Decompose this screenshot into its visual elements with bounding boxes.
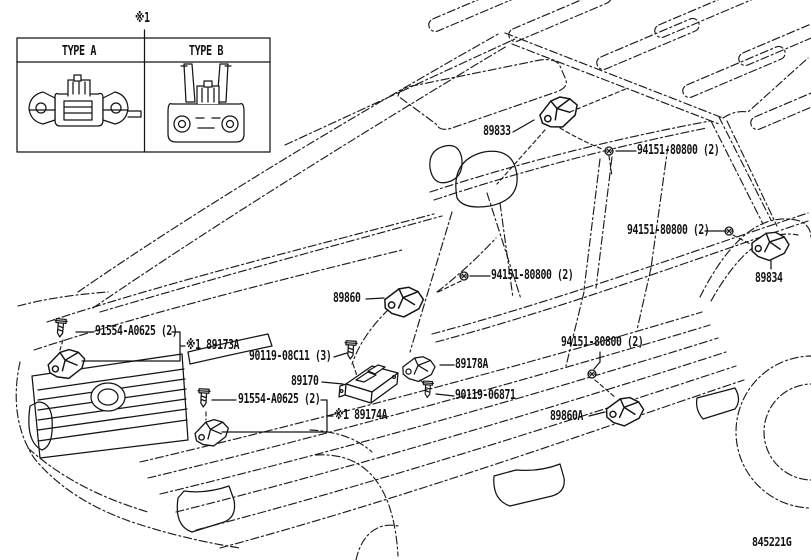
part-label-91554-center: 91554-A0625 (2) [238,392,321,407]
sensor-89860a-glyph [605,395,645,427]
vehicle-body-lines [16,0,811,560]
screw-90119-06871-glyph [422,381,434,398]
part-label-89178a: 89178A [455,357,488,372]
part-label-89833: 89833 [483,124,511,139]
part-label-89834: 89834 [755,271,783,286]
nut-94151-door-glyph [460,272,468,280]
sensor-89860-glyph [383,285,424,318]
part-label-89173a: ※1 89173A [186,338,240,353]
part-label-90119-08c11: 90119-08C11 (3) [249,349,332,364]
part-label-89170: 89170 [291,374,319,389]
screw-91554-left-glyph [54,318,68,337]
sensor-89178a-glyph [402,355,436,383]
part-label-89860: 89860 [333,291,361,306]
part-label-94151-roof: 94151-80800 (2) [637,143,720,158]
figure-code: 845221G [752,534,792,549]
screw-91554-center-glyph [197,389,210,408]
type-b-sensor-art [168,64,244,142]
part-label-94151-pillar: 94151-80800 (2) [627,223,710,238]
legend-note-marker: ※1 [135,11,150,26]
part-label-94151-rocker: 94151-80800 (2) [561,335,644,350]
part-label-89860a: 89860A [550,409,583,424]
nut-94151-roof-glyph [605,147,613,155]
part-label-91554-left: 91554-A0625 (2) [95,324,178,339]
sensor-89174a-glyph [194,419,229,448]
nut-94151-pillar-glyph [725,227,733,235]
legend-type-a-header: TYPE A [61,44,97,59]
legend-box-art [17,30,270,152]
legend-type-b-header: TYPE B [188,44,224,59]
nut-94151-rocker-glyph [588,370,596,378]
sensor-89173a-glyph [47,348,86,379]
ecu-89170-glyph [339,365,398,403]
sensor-89833-glyph [537,94,580,130]
part-label-94151-door: 94151-80800 (2) [491,268,574,283]
part-label-90119-06871: 90119-06871 [455,388,516,403]
part-label-89174a: ※1 89174A [334,408,388,423]
type-a-sensor-art [29,75,141,126]
